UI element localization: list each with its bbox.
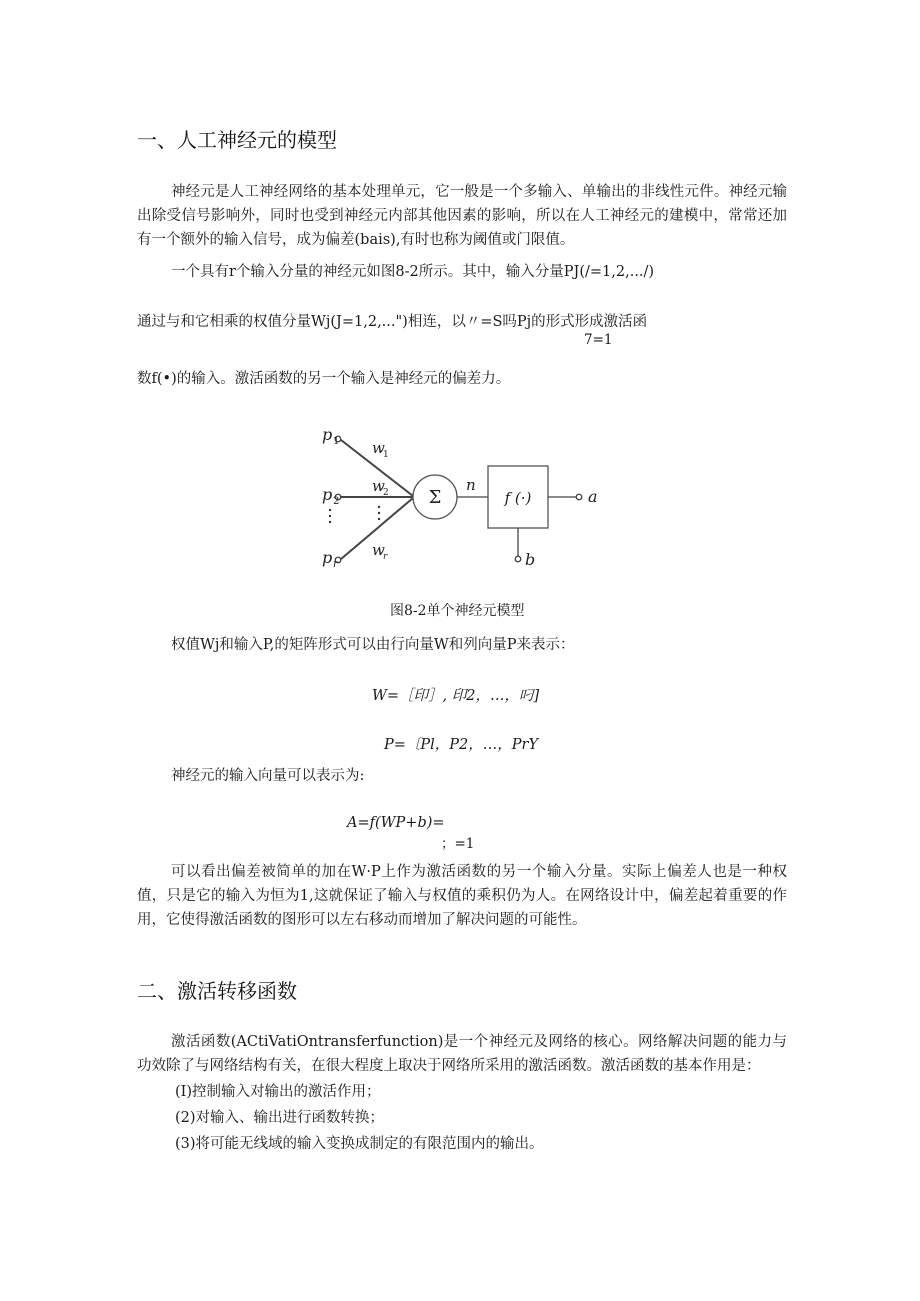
section-heading-1: 一、人工神经元的模型 — [137, 128, 337, 152]
equation-W: W=［印］, 印2，…，叼] — [372, 688, 540, 704]
weight-label-wr: w — [372, 541, 385, 559]
paragraph-intro: 神经元是人工神经网络的基本处理单元，它一般是一个多输入、单输出的非线性元件。神经元输出除受信号影响外，同时也受到神经元内部其他因素的影响，所以在人工神经元的建模中，常常还加有一个额外的输入信号，成为偏差(bais),有时也称为阈值或门限值。 — [137, 184, 787, 248]
weight-label-w1: w — [372, 439, 385, 457]
equation-A: A=f(WP+b)= — [347, 815, 445, 831]
input-ellipsis — [329, 506, 380, 523]
list-item-3: (3)将可能无线域的输入变换成制定的有限范围内的输出。 — [175, 1136, 544, 1152]
paragraph-input-line1: 一个具有r个输入分量的神经元如图8-2所示。其中，输入分量PJ(/=1,2,.../) — [171, 264, 655, 280]
figure-caption: 图8-2单个神经元模型 — [390, 603, 525, 619]
input-label-p2-sub: 2 — [333, 496, 340, 507]
weight-label-w2: w — [372, 477, 385, 495]
paragraph-input-line2: 通过与和它相乘的权值分量Wj(J=1,2,...")相连，以〃=S吗Pj的形式形成激活函 — [137, 314, 648, 330]
output-terminal — [576, 494, 582, 500]
activation-function-label: f (·) — [504, 489, 532, 507]
matrix-intro: 权值Wj和输入P,的矩阵形式可以由行向量W和列向量P来表示： — [171, 637, 575, 653]
summation-symbol: Σ — [428, 487, 442, 508]
list-item-1: (I)控制输入对输出的激活作用； — [175, 1084, 381, 1100]
weight-label-w2-sub: 2 — [383, 488, 389, 498]
equation-P: P=〔Pl，P2，…，PrY — [384, 737, 539, 753]
input-vector-intro: 神经元的输入向量可以表示为: — [171, 768, 365, 784]
equation-A-subscript: ；=1 — [441, 836, 475, 852]
output-label-a: a — [588, 487, 598, 506]
section-heading-2: 二、激活转移函数 — [137, 979, 297, 1003]
input-label-p1: p — [322, 425, 333, 444]
bias-terminal — [515, 556, 521, 562]
paragraph-activation: 激活函数(ACtiVatiOntransferfunction)是一个神经元及网络的核心。网络解决问题的能力与功效除了与网络结构有关，在很大程度上取决于网络所采用的激活函数。激活函数的基本作用是： — [137, 1034, 787, 1074]
list-item-2: (2)对输入、输出进行函数转换； — [175, 1110, 385, 1126]
input-label-p2: p — [322, 485, 333, 504]
sum-index-subscript: 7=1 — [584, 332, 613, 348]
net-input-label: n — [466, 476, 476, 494]
neuron-model-diagram — [310, 420, 610, 580]
weight-label-w1-sub: 1 — [383, 450, 389, 460]
input-label-p1-sub: 1 — [333, 436, 340, 447]
input-label-pr: p — [322, 548, 333, 567]
paragraph-input-line3: 数f(•)的输入。激活函数的另一个输入是神经元的偏差力。 — [137, 371, 511, 387]
input-label-pr-sub: r — [333, 559, 338, 570]
weight-label-wr-sub: r — [383, 552, 388, 562]
paragraph-bias: 可以看出偏差被简单的加在W·P上作为激活函数的另一个输入分量。实际上偏差人也是一种权值，只是它的输入为恒为1,这就保证了输入与权值的乘积仍为人。在网络设计中，偏差起着重要的作用，它使得激活函数的图形可以左右移动而增加了解决问题的可能性。 — [137, 864, 787, 928]
bias-label-b: b — [525, 550, 536, 569]
